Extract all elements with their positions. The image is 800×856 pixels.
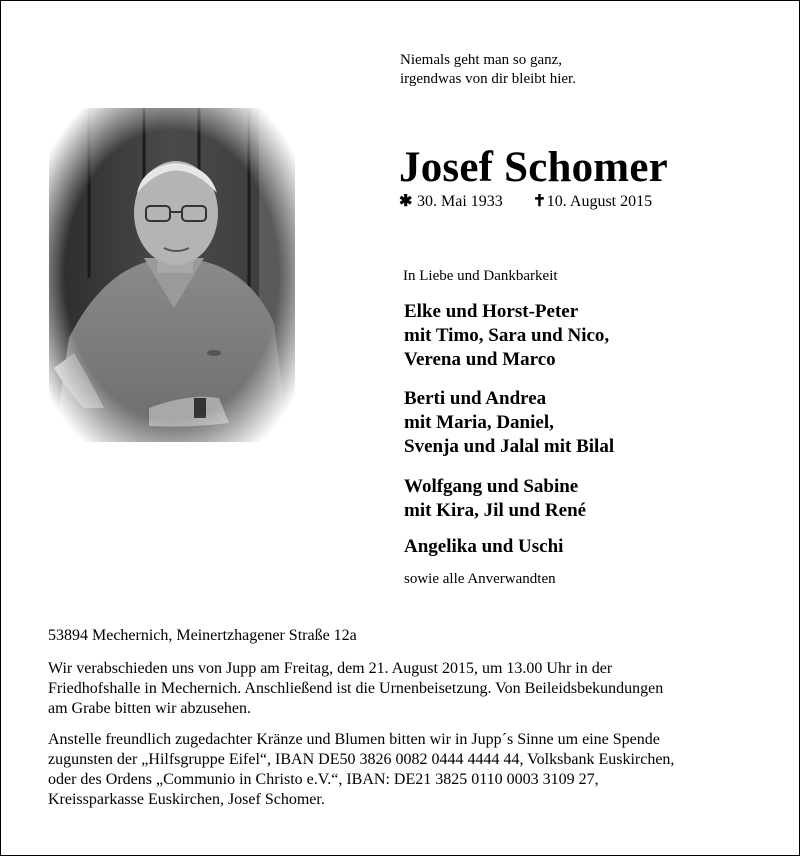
paragraph-line: Anstelle freundlich zugedachter Kränze und Blumen bitten wir in Jupp´s Sinne um eine Spende <box>48 731 660 748</box>
family-group <box>404 387 614 459</box>
paragraph-line: Kreissparkasse Euskirchen, Josef Schomer. <box>48 791 325 808</box>
family-line: mit Kira, Jil und René <box>404 500 587 521</box>
paragraph-line: zugunsten der „Hilfsgruppe Eifel“, IBAN DE50 3826 0082 0444 4444 44, Volksbank Euskirchen, <box>48 751 675 768</box>
farewell-paragraph <box>48 659 768 719</box>
family-line: mit Maria, Daniel, <box>404 412 554 433</box>
family-group <box>404 300 609 372</box>
paragraph-line: am Grabe bitten wir abzusehen. <box>48 700 252 717</box>
mourners-intro: In Liebe und Dankbarkeit <box>403 268 558 284</box>
family-group <box>404 475 586 523</box>
death-cross-icon: ✝ <box>532 193 547 210</box>
family-group <box>404 535 563 559</box>
portrait-photo <box>49 108 295 442</box>
life-dates <box>399 192 652 212</box>
paragraph-line: Wir verabschieden uns von Jupp am Freitag, dem 21. August 2015, um 13.00 Uhr in der <box>48 660 613 677</box>
poem-line: Niemals geht man so ganz, <box>400 52 563 68</box>
paragraph-line: oder des Ordens „Communio in Christo e.V.“, IBAN: DE21 3825 0110 0003 3109 27, <box>48 771 599 788</box>
family-line: Elke und Horst-Peter <box>404 301 579 322</box>
birth-date: 30. Mai 1933 <box>417 193 503 210</box>
family-line: Berti und Andrea <box>404 388 547 409</box>
family-line: mit Timo, Sara und Nico, <box>404 325 610 346</box>
family-line: Verena und Marco <box>404 349 556 370</box>
family-line: Angelika und Uschi <box>404 536 564 557</box>
poem-line: irgendwas von dir bleibt hier. <box>400 71 576 87</box>
birth-star-icon: ✱ <box>399 193 413 210</box>
family-line: Wolfgang und Sabine <box>404 476 579 497</box>
portrait-photo-icon <box>49 108 295 442</box>
relatives-note: sowie alle Anverwandten <box>404 571 556 587</box>
donation-paragraph <box>48 730 768 810</box>
memorial-poem <box>400 51 576 89</box>
address: 53894 Mechernich, Meinertzhagener Straße 12a <box>48 627 357 644</box>
death-date: 10. August 2015 <box>546 193 653 210</box>
paragraph-line: Friedhofshalle in Mechernich. Anschließend ist die Urnenbeisetzung. Von Beileidsbekundungen <box>48 680 664 697</box>
family-line: Svenja und Jalal mit Bilal <box>404 436 615 457</box>
deceased-name: Josef Schomer <box>399 144 668 191</box>
